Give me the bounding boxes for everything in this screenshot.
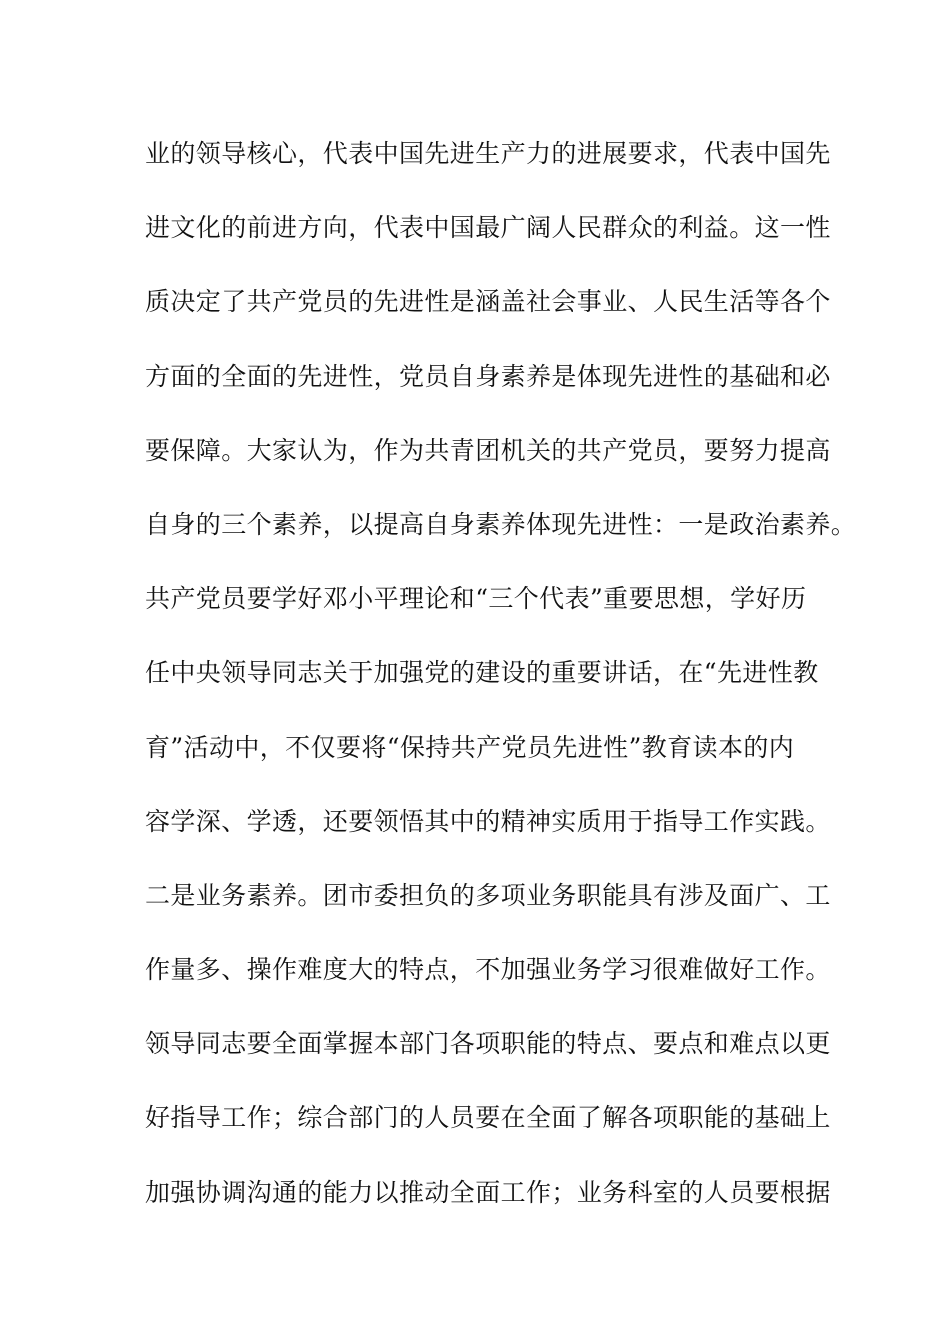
text-line: 好指导工作；综合部门的人员要在全面了解各项职能的基础上 [145,1103,831,1133]
text-line: 要保障。大家认为，作为共青团机关的共产党员，要努力提高 [145,435,831,465]
text-line: 领导同志要全面掌握本部门各项职能的特点、要点和难点以更 [145,1029,831,1059]
text-line: 进文化的前进方向，代表中国最广阔人民群众的利益。这一性 [145,213,831,243]
text-line: 质决定了共产党员的先进性是涵盖社会事业、人民生活等各个 [145,287,831,317]
text-line: 共产党员要学好邓小平理论和“三个代表”重要思想，学好历 [145,584,807,614]
text-line: 业的领导核心，代表中国先进生产力的进展要求，代表中国先 [145,139,831,168]
text-line: 作量多、操作难度大的特点，不加强业务学习很难做好工作。 [145,955,831,985]
text-line: 任中央领导同志关于加强党的建设的重要讲话，在“先进性教 [145,658,819,688]
text-line: 育”活动中，不仅要将“保持共产党员先进性”教育读本的内 [145,732,795,762]
text-line: 方面的全面的先进性，党员自身素养是体现先进性的基础和必 [145,361,831,391]
text-line: 加强协调沟通的能力以推动全面工作；业务科室的人员要根据 [145,1177,831,1207]
text-line: 自身的三个素养，以提高自身素养体现先进性：一是政治素养。 [145,509,857,539]
text-line: 二是业务素养。团市委担负的多项业务职能具有涉及面广、工 [145,880,831,910]
text-line: 容学深、学透，还要领悟其中的精神实质用于指导工作实践。 [145,806,831,836]
body-text [145,130,857,1243]
